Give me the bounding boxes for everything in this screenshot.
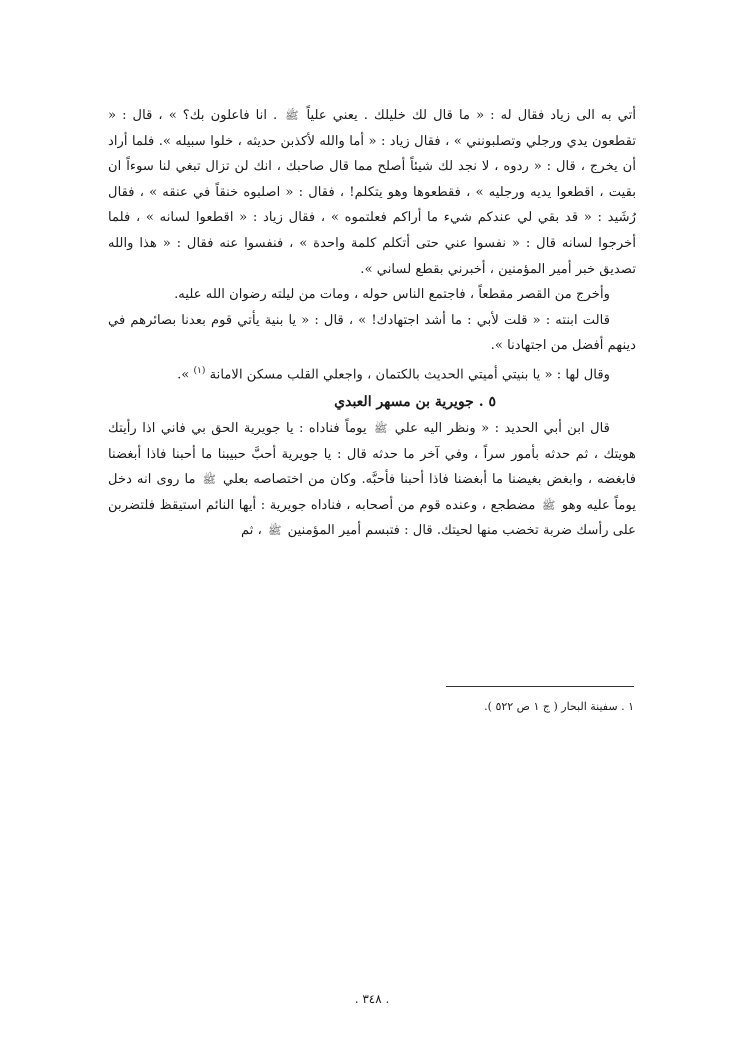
paragraph-5-text-e: ، ثم [241,523,262,539]
footnote-divider [446,686,634,687]
paragraph-4 [108,359,636,388]
paragraph-3: قالت ابنته : « قلت لأبي : ما أشد اجتهادك! » ، قال : « يا بنية يأتي قوم بعدنا بصائرهم في دينهم أفضل من اجتهادنا ». [108,312,636,354]
paragraph-5-text-d: مضطجع ، وعنده قوم من أصحابه ، فناداه جويرية : أيها النائم استيقظ فلتضربن على رأسك ضربة تخضب منها لحيتك. قال : فتبسم أمير المؤمنين [108,497,636,539]
salawat-icon: ﷺ [285,109,299,122]
main-text [108,103,636,544]
salawat-icon: ﷺ [542,498,556,512]
paragraph-1-text-a: أتي به الى زياد فقال له : « ما قال لك خليلك . يعني علياً [306,108,636,123]
paragraph-2: وأخرج من القصر مقطعاً ، فاجتمع الناس حوله ، ومات من ليلته رضوان الله عليه. [174,287,610,303]
paragraph-5 [108,416,636,544]
paragraph-5-text-c: ما روى انه دخل يوماً عليه وهو [108,472,636,513]
salawat-icon: ﷺ [268,524,282,538]
paragraph-1-text-b: . انا فاعلون بك؟ » ، قال : « تقطعون يدي ورجلي وتصلبونني » ، فقال زياد : « أما والله لأكذبن حديثه ، خلوا سبيله ». فلما أراد أن يخرج ، قال : « ردوه ، لا نجد لك شيئاً أصلح مما قال صاحبك ، انك لن تزال تبغي لنا سوءاً ان بقيت ، اقطعوا يديه ورجليه » ، فقطعوها وهو يتكلم! ، فقال : « اصلبوه خنقاً في عنقه » ، فقال رُشَيد : « قد بقي لي عندكم شيء ما أراكم فعلتموه » ، فقال زياد : « اقطعوا لسانه » ، فلما أخرجوا لسانه قال : « نفسوا عني حتى أتكلم كلمة واحدة » ، فنفسوا عنه فقال : « هذا والله تصديق خبر أمير المؤمنين ، أخبرني بقطع لساني ». [108,108,636,277]
paragraph-4-end: ». [177,367,190,383]
salawat-icon: ﷺ [202,473,216,487]
paragraph-5-text-a: قال ابن أبي الحديد : « ونظر اليه علي [394,420,610,436]
paragraph-5-text-b: يوماً فناداه : يا جويرية الحق بي فاني اذا رأيتك هويتك ، ثم حدثه بأمور سراً ، وفي آخر ما حدثه قال : يا جويرية أحبَّ حبيبنا ما أحبنا فاذا أبغضنا فابغضه ، وابغض بغيضنا ما أبغضنا فاذا أحبنا فأحبَّه. وكان من اختصاصه بعلي [108,420,636,488]
page-number: . ٣٤٨ . [354,992,390,1006]
paragraph-1 [108,103,636,282]
section-heading: ٥ . جويرية بن مسهر العبدي [334,393,496,410]
paragraph-4-text: وقال لها : « يا بنيتي أميتي الحديث بالكتمان ، واجعلي القلب مسكن الامانة [209,367,610,383]
footnote-reference[interactable]: (١) [193,365,206,376]
footnote: ١ . سفينة البحار ( ج ١ ص ٥٢٢ ). [484,700,634,713]
salawat-icon: ﷺ [374,421,388,435]
